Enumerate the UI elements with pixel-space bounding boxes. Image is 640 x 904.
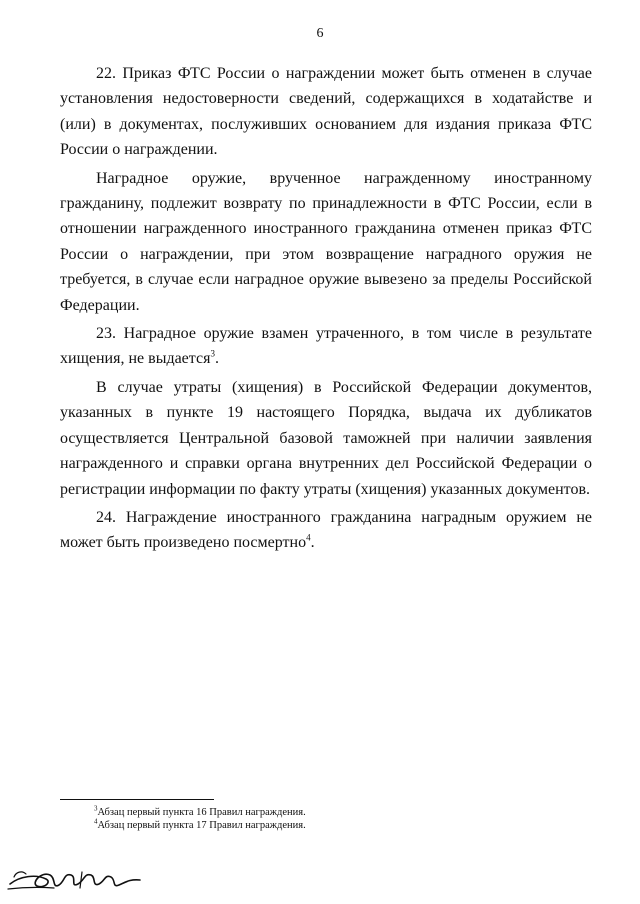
paragraph-weapon-return	[60, 166, 592, 318]
paragraph-text: В случае утраты (хищения) в Российской Федерации документов, указанных в пункте 19 настоящего Порядка, выдача их дубликатов осуществляется Центральной базовой таможней при наличии заявления награжденного и справки органа внутренних дел Российской Федерации о регистрации информации по факту утраты (хищения) указанных документов.	[60, 378, 592, 498]
footnote-text: Абзац первый пункта 16 Правил награждения.	[97, 807, 306, 818]
footnote-ref: 3	[210, 349, 215, 360]
paragraph-text: 22. Приказ ФТС России о награждении может быть отменен в случае установления недостоверности сведений, содержащихся в ходатайстве и (или) в документах, послуживших основанием для издания приказа ФТС России о награждении.	[60, 65, 592, 159]
footnote-mark: 4	[94, 817, 98, 826]
footnotes	[94, 806, 306, 832]
document-body	[60, 61, 592, 559]
footnote-mark: 3	[94, 804, 98, 813]
footnote-3	[94, 806, 306, 819]
footnote-text: Абзац первый пункта 17 Правил награждения.	[97, 820, 306, 831]
footnote-separator	[60, 799, 214, 800]
paragraph-period: .	[214, 350, 219, 368]
paragraph-22	[60, 61, 592, 163]
paragraph-text: 23. Наградное оружие взамен утраченного, в том числе в результате хищения, не выдается	[60, 325, 592, 368]
page-number: 6	[316, 26, 324, 41]
handwritten-signature	[6, 862, 148, 896]
footnote-4	[94, 819, 306, 832]
paragraph-period: .	[310, 534, 315, 552]
paragraph-23	[60, 321, 592, 372]
footnote-ref: 4	[306, 532, 311, 543]
paragraph-loss-documents	[60, 375, 592, 502]
paragraph-text: Наградное оружие, врученное награжденному иностранному гражданину, подлежит возврату по принадлежности в ФТС России, если в отношении награжденного иностранного гражданина отменен приказ ФТС России о награждении, при этом возвращение наградного оружия не требуется, в случае если наградное оружие вывезено за пределы Российской Федерации.	[60, 169, 592, 314]
paragraph-24	[60, 505, 592, 556]
paragraph-text: 24. Награждение иностранного гражданина наградным оружием не может быть произведено посмертно	[60, 508, 592, 552]
